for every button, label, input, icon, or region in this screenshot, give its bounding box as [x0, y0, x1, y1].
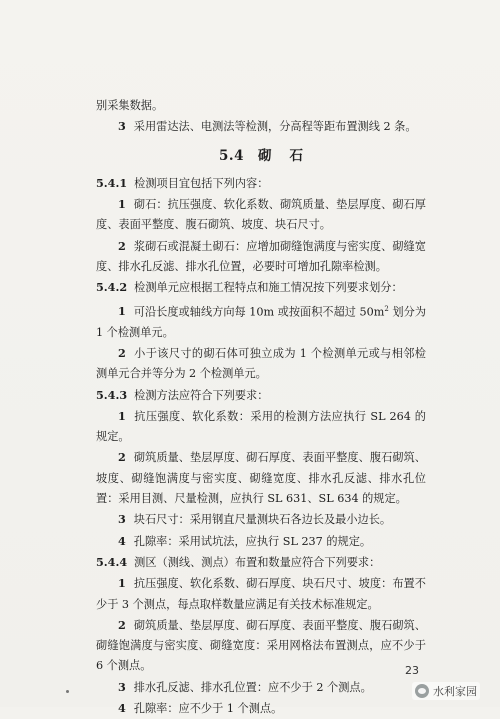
- list-item: [96, 615, 426, 677]
- wechat-icon: [415, 684, 429, 698]
- item-text: 砌筑质量、垫层厚度、砌石厚度、表面平整度、腹石砌筑、砌缝饱满度与密实度、砌缝宽度：采用网格法布置测点，应不少于 6 个测点。: [96, 618, 426, 673]
- text-span: 别采集数据。: [96, 99, 164, 112]
- list-item: [96, 677, 426, 698]
- list-item: [96, 299, 426, 343]
- superscript: 2: [384, 304, 389, 313]
- clause-text: 检测方法应符合下列要求：: [134, 388, 269, 402]
- item-text: 采用雷达法、电测法等检测，分高程等距布置测线 2 条。: [133, 120, 417, 134]
- list-item: [96, 406, 426, 448]
- scan-speck: [66, 690, 69, 693]
- clause-id: 5.4.3: [96, 387, 128, 402]
- item-text: 排水孔反滤、排水孔位置：应不少于 2 个测点。: [133, 680, 372, 694]
- clause: [96, 277, 426, 298]
- list-item: [96, 343, 426, 385]
- item-number: 1: [118, 576, 126, 591]
- item-text: 砌筑质量、垫层厚度、砌石厚度、表面平整度、腹石砌筑、坡度、砌缝饱满度与密实度、砌缝宽度、排水孔反滤、排水孔位置：采用目测、尺量检测，应执行 SL 631、SL 634 的规定。: [96, 451, 426, 506]
- item-text: 孔隙率：应不少于 1 个测点。: [133, 702, 283, 716]
- page-content: [96, 96, 426, 719]
- item-number: 1: [118, 408, 126, 423]
- page-number: 23: [405, 664, 419, 677]
- clause: [96, 173, 426, 194]
- list-item: [96, 698, 426, 719]
- clause-id: 5.4.4: [96, 554, 128, 569]
- item-number: 1: [118, 197, 126, 212]
- watermark-text: 水利家园: [433, 685, 477, 698]
- item-text: 小于该尺寸的砌石体可独立成为 1 个检测单元或与相邻检测单元合并等分为 2 个检测单元。: [96, 347, 426, 381]
- section-name: 砌石: [258, 147, 321, 164]
- clause-text: 测区（测线、测点）布置和数量应符合下列要求：: [134, 555, 381, 569]
- item-number: 2: [118, 346, 126, 360]
- item-number: 2: [118, 450, 126, 465]
- item-number: 3: [118, 512, 126, 527]
- section-number: 5.4: [219, 147, 244, 164]
- section-heading: [96, 146, 426, 166]
- item-text: 孔隙率：采用试坑法，应执行 SL 237 的规定。: [133, 534, 372, 548]
- list-item: [96, 447, 426, 509]
- item-number: 1: [118, 304, 126, 319]
- list-item: [96, 116, 426, 137]
- item-number: 2: [118, 238, 126, 253]
- clause-text: 检测项目宜包括下列内容：: [134, 176, 269, 190]
- item-text: 可沿长度或轴线方向每 10m 或按面积不超过 50m: [133, 305, 385, 319]
- item-text: 抗压强度、软化系数：采用的检测方法应执行 SL 264 的规定。: [96, 409, 426, 444]
- clause-text: 检测单元应根据工程特点和施工情况按下列要求划分：: [134, 281, 403, 295]
- item-number: 2: [118, 617, 126, 632]
- list-item: [96, 573, 426, 615]
- watermark: [412, 682, 480, 700]
- item-text: 块石尺寸：采用钢直尺量测块石各边长及最小边长。: [133, 513, 392, 527]
- item-number: 4: [118, 701, 126, 716]
- list-item: [96, 531, 426, 552]
- item-text: 砌石：抗压强度、软化系数、砌筑质量、垫层厚度、砌石厚度、表面平整度、腹石砌筑、坡度、块石尺寸。: [96, 198, 426, 232]
- item-number: 3: [118, 119, 126, 134]
- text-line: [96, 96, 426, 116]
- clause: [96, 385, 426, 406]
- item-text: 划分为 1 个检测单元。: [96, 305, 427, 339]
- item-text: 浆砌石或混凝土砌石：应增加砌缝饱满度与密实度、砌缝宽度、排水孔反滤、排水孔位置，必要时可增加孔隙率检测。: [96, 239, 426, 274]
- list-item: [96, 509, 426, 530]
- item-number: 4: [118, 533, 126, 548]
- list-item: [96, 194, 426, 236]
- clause-id: 5.4.1: [96, 175, 128, 190]
- clause: [96, 552, 426, 573]
- clause-id: 5.4.2: [96, 280, 128, 295]
- list-item: [96, 236, 426, 278]
- item-number: 3: [118, 679, 126, 694]
- item-text: 抗压强度、软化系数、砌石厚度、块石尺寸、坡度：布置不少于 3 个测点，每点取样数量应满足有关技术标准规定。: [96, 577, 426, 611]
